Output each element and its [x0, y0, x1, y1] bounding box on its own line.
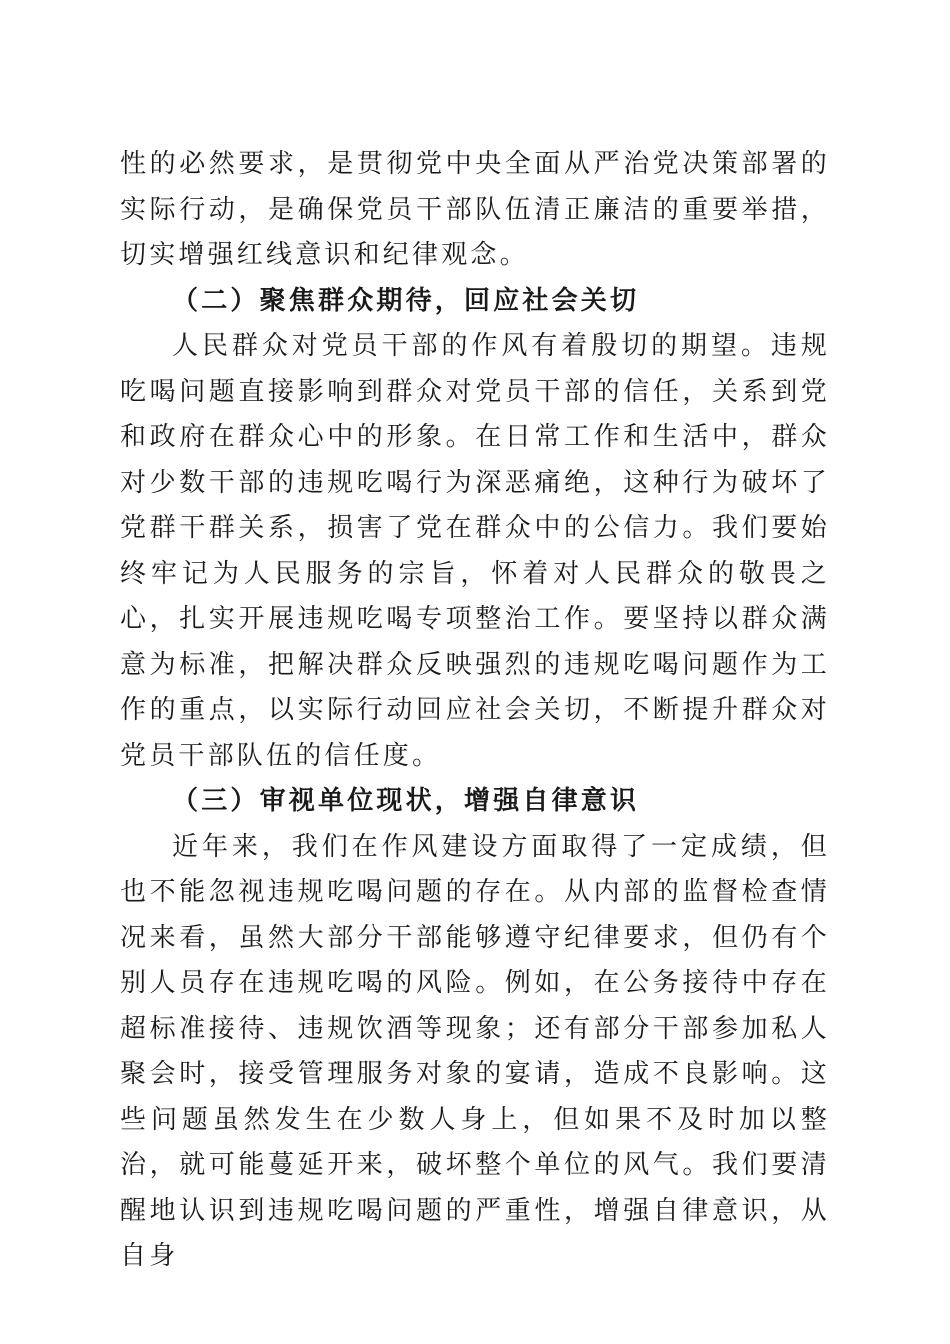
paragraph-continuation: 性的必然要求，是贯彻党中央全面从严治党决策部署的实际行动，是确保党员干部队伍清正廉洁的重要举措，切实增强红线意识和纪律观念。	[120, 149, 830, 270]
document-body	[120, 142, 830, 1280]
paragraph-body-2: 近年来，我们在作风建设方面取得了一定成绩，但也不能忽视违规吃喝问题的存在。从内部的监督检查情况来看，虽然大部分干部能够遵守纪律要求，但仍有个别人员存在违规吃喝的风险。例如，在公务接待中存在超标准接待、违规饮酒等现象；还有部分干部参加私人聚会时，接受管理服务对象的宴请，造成不良影响。这些问题虽然发生在少数人身上，但如果不及时加以整治，就可能蔓延开来，破坏整个单位的风气。我们要清醒地认识到违规吃喝问题的严重性，增强自律意识，从自身	[120, 831, 830, 1271]
section-heading-3: （三）审视单位现状，增强自律意识	[172, 786, 640, 816]
section-heading-2: （二）聚焦群众期待，回应社会关切	[172, 285, 640, 316]
paragraph-body-1: 人民群众对党员干部的作风有着殷切的期望。违规吃喝问题直接影响到群众对党员干部的信任，关系到党和政府在群众心中的形象。在日常工作和生活中，群众对少数干部的违规吃喝行为深恶痛绝，这种行为破坏了党群干群关系，损害了党在群众中的公信力。我们要始终牢记为人民服务的宗旨，怀着对人民群众的敬畏之心，扎实开展违规吃喝专项整治工作。要坚持以群众满意为标准，把解决群众反映强烈的违规吃喝问题作为工作的重点，以实际行动回应社会关切，不断提升群众对党员干部队伍的信任度。	[120, 331, 830, 771]
